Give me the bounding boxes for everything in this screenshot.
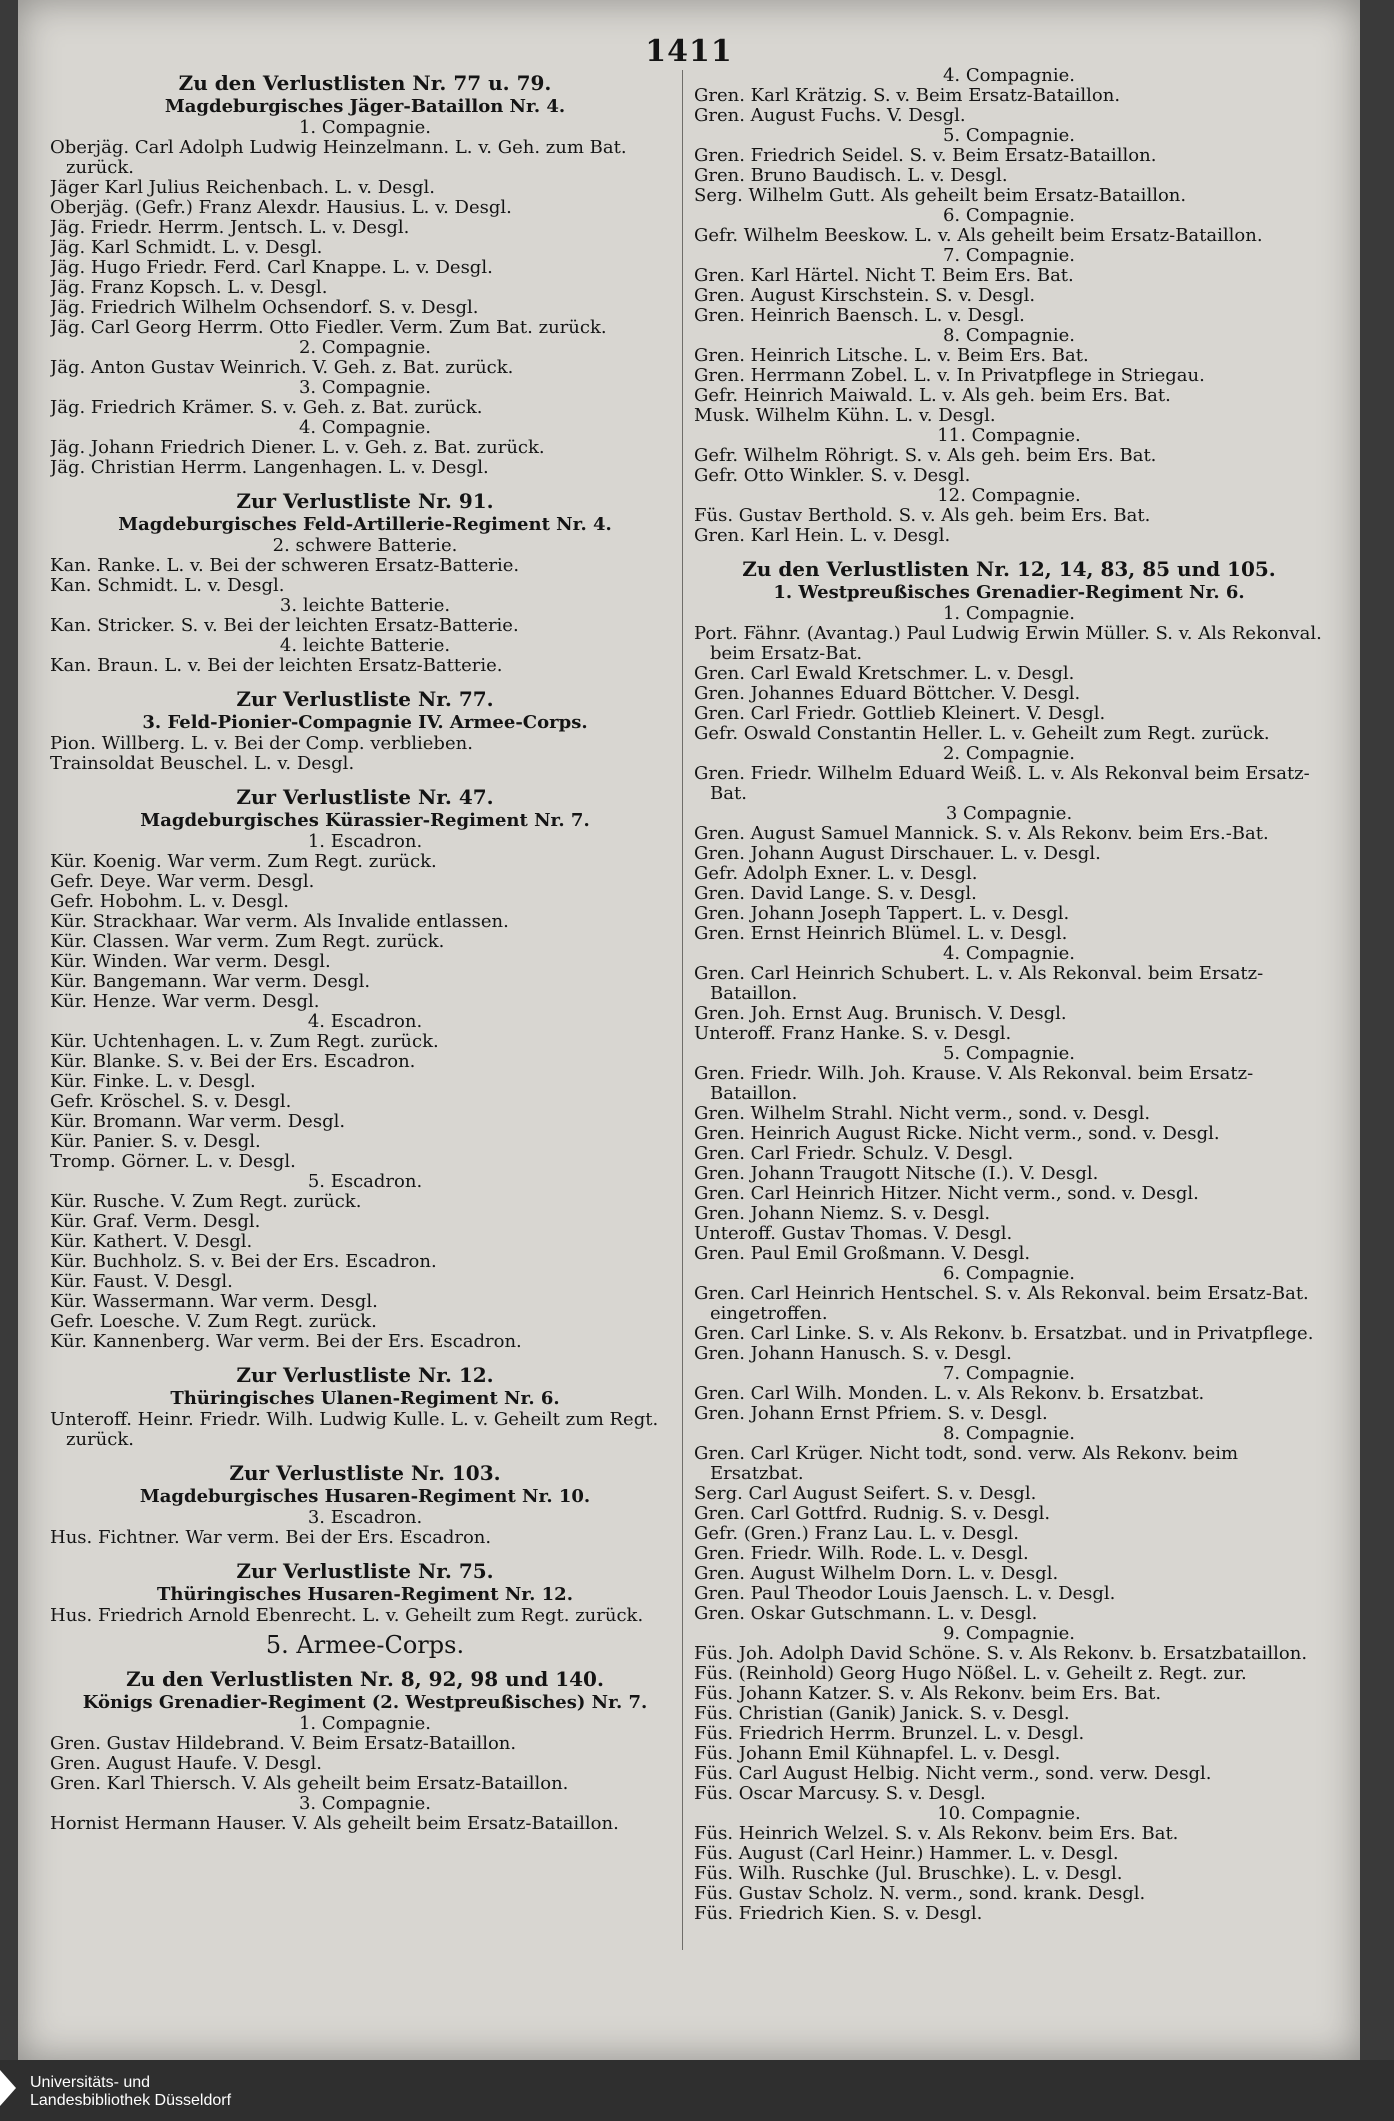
regiment-heading: Magdeburgisches Kürassier-Regiment Nr. 7. (140, 810, 590, 831)
casualty-entry: Gefr. Hobohm. L. v. Desgl. (50, 892, 289, 912)
casualty-entry: Unteroff. Heinr. Friedr. Wilh. Ludwig Kulle. L. v. Geheilt zum Regt. zurück. (50, 1410, 659, 1450)
casualty-entry: Gefr. Wilhelm Röhrigt. S. v. Als geh. beim Ers. Bat. (694, 446, 1157, 466)
company-heading: 4. Compagnie. (942, 65, 1076, 86)
section-gap (50, 774, 680, 780)
casualty-entry: Gren. Oskar Gutschmann. L. v. Desgl. (694, 1604, 1038, 1624)
library-credit (30, 2074, 231, 2110)
company-heading: 2. schwere Batterie. (272, 535, 458, 556)
company-heading: 12. Compagnie. (937, 485, 1081, 506)
casualty-entry: Gren. Wilhelm Strahl. Nicht verm., sond. v. Desgl. (694, 1104, 1151, 1124)
casualty-entry: Füs. Gustav Scholz. N. verm., sond. krank. Desgl. (694, 1884, 1146, 1904)
company-heading: 1. Compagnie. (298, 1713, 432, 1734)
regiment-heading: Thüringisches Husaren-Regiment Nr. 12. (157, 1584, 573, 1605)
casualty-entry: Gren. Carl Gottfrd. Rudnig. S. v. Desgl. (694, 1504, 1051, 1524)
company-heading: 3. Escadron. (307, 1507, 423, 1528)
company-heading: 1. Compagnie. (298, 117, 432, 138)
casualty-entry: Jäger Karl Julius Reichenbach. L. v. Desgl. (50, 178, 436, 198)
casualty-entry: Gren. Herrmann Zobel. L. v. In Privatpflege in Striegau. (694, 366, 1205, 386)
regiment-heading: Magdeburgisches Feld-Artillerie-Regiment Nr. 4. (118, 514, 612, 535)
casualty-entry: Trainsoldat Beuschel. L. v. Desgl. (50, 754, 355, 774)
section-gap (50, 676, 680, 682)
company-heading: 3. leichte Batterie. (279, 595, 451, 616)
newspaper-page (18, 0, 1360, 2060)
company-heading: 6. Compagnie. (942, 1263, 1076, 1284)
right-column (694, 66, 1324, 1924)
casualty-entry: Kür. Graf. Verm. Desgl. (50, 1212, 261, 1232)
casualty-entry: Unteroff. Franz Hanke. S. v. Desgl. (694, 1024, 1012, 1044)
casualty-entry: Gren. Johann Traugott Nitsche (I.). V. Desgl. (694, 1164, 1099, 1184)
casualty-entry: Gren. David Lange. S. v. Desgl. (694, 884, 977, 904)
casualty-entry: Gefr. Adolph Exner. L. v. Desgl. (694, 864, 978, 884)
casualty-entry: Jäg. Johann Friedrich Diener. L. v. Geh. z. Bat. zurück. (50, 438, 545, 458)
casualty-entry: Gren. Johannes Eduard Böttcher. V. Desgl. (694, 684, 1081, 704)
casualty-entry: Gefr. Wilhelm Beeskow. L. v. Als geheilt beim Ersatz-Bataillon. (694, 226, 1263, 246)
company-heading: 1. Escadron. (307, 831, 423, 852)
casualty-entry: Gren. August Wilhelm Dorn. L. v. Desgl. (694, 1564, 1059, 1584)
casualty-entry: Kür. Kannenberg. War verm. Bei der Ers. Escadron. (50, 1332, 522, 1352)
casualty-entry: Kür. Koenig. War verm. Zum Regt. zurück. (50, 852, 437, 872)
library-credit-line-2: Landesbibliothek Düsseldorf (30, 2092, 232, 2109)
casualty-entry: Gren. Gustav Hildebrand. V. Beim Ersatz-Bataillon. (50, 1734, 517, 1754)
library-logo-icon (0, 2070, 16, 2106)
section-heading: Zur Verlustliste Nr. 75. (236, 1559, 494, 1583)
casualty-entry: Port. Fähnr. (Avantag.) Paul Ludwig Erwin Müller. S. v. Als Rekonval. beim Ersatz-Bat. (694, 624, 1322, 664)
casualty-entry: Gren. Heinrich Baensch. L. v. Desgl. (694, 306, 1025, 326)
section-heading: Zur Verlustliste Nr. 12. (236, 1363, 494, 1387)
casualty-entry: Kür. Panier. S. v. Desgl. (50, 1132, 261, 1152)
casualty-entry: Gren. Carl Heinrich Hitzer. Nicht verm., sond. v. Desgl. (694, 1184, 1199, 1204)
casualty-entry: Kür. Buchholz. S. v. Bei der Ers. Escadron. (50, 1252, 437, 1272)
company-heading: 5. Compagnie. (942, 125, 1076, 146)
company-heading: 1. Compagnie. (942, 603, 1076, 624)
casualty-entry: Gren. Friedr. Wilh. Joh. Krause. V. Als Rekonval. beim Ersatz-Bataillon. (694, 1064, 1254, 1104)
casualty-entry: Gren. Karl Thiersch. V. Als geheilt beim Ersatz-Bataillon. (50, 1774, 569, 1794)
casualty-entry: Gren. August Samuel Mannick. S. v. Als Rekonv. beim Ers.-Bat. (694, 824, 1269, 844)
casualty-entry: Gren. August Kirschstein. S. v. Desgl. (694, 286, 1036, 306)
regiment-heading: Magdeburgisches Husaren-Regiment Nr. 10. (139, 1486, 591, 1507)
company-heading: 2. Compagnie. (942, 743, 1076, 764)
section-heading: Zur Verlustliste Nr. 91. (236, 489, 494, 513)
casualty-entry: Füs. Friedrich Kien. S. v. Desgl. (694, 1904, 983, 1924)
casualty-entry: Füs. Joh. Adolph David Schöne. S. v. Als Rekonv. b. Ersatzbataillon. (694, 1644, 1308, 1664)
casualty-entry: Kür. Finke. L. v. Desgl. (50, 1072, 256, 1092)
casualty-entry: Gren. Carl Krüger. Nicht todt, sond. verw. Als Rekonv. beim Ersatzbat. (694, 1444, 1239, 1484)
casualty-entry: Gren. Karl Härtel. Nicht T. Beim Ers. Bat. (694, 266, 1074, 286)
casualty-entry: Kür. Blanke. S. v. Bei der Ers. Escadron. (50, 1052, 416, 1072)
casualty-entry: Kan. Ranke. L. v. Bei der schweren Ersatz-Batterie. (50, 556, 520, 576)
company-heading: 3 Compagnie. (945, 803, 1073, 824)
casualty-entry: Kür. Rusche. V. Zum Regt. zurück. (50, 1192, 362, 1212)
corps-heading: 5. Armee-Corps. (265, 1631, 465, 1659)
casualty-entry: Gefr. Heinrich Maiwald. L. v. Als geh. beim Ers. Bat. (694, 386, 1171, 406)
company-heading: 3. Compagnie. (298, 1793, 432, 1814)
casualty-entry: Hornist Hermann Hauser. V. Als geheilt beim Ersatz-Bataillon. (50, 1814, 619, 1834)
casualty-entry: Hus. Friedrich Arnold Ebenrecht. L. v. Geheilt zum Regt. zurück. (50, 1606, 644, 1626)
casualty-entry: Hus. Fichtner. War verm. Bei der Ers. Escadron. (50, 1528, 492, 1548)
casualty-entry: Füs. (Reinhold) Georg Hugo Nößel. L. v. Geheilt z. Regt. zur. (694, 1664, 1247, 1684)
regiment-heading: Thüringisches Ulanen-Regiment Nr. 6. (170, 1388, 560, 1409)
company-heading: 5. Compagnie. (942, 1043, 1076, 1064)
casualty-entry: Füs. Oscar Marcusy. S. v. Desgl. (694, 1784, 986, 1804)
casualty-entry: Gren. Johann Niemz. S. v. Desgl. (694, 1204, 991, 1224)
section-heading: Zu den Verlustlisten Nr. 12, 14, 83, 85 und 105. (742, 557, 1276, 581)
company-heading: 3. Compagnie. (298, 377, 432, 398)
casualty-entry: Gren. Paul Emil Großmann. V. Desgl. (694, 1244, 1031, 1264)
casualty-entry: Gren. Johann Hanusch. S. v. Desgl. (694, 1344, 1012, 1364)
casualty-entry: Kür. Winden. War verm. Desgl. (50, 952, 331, 972)
casualty-entry: Gren. Heinrich Litsche. L. v. Beim Ers. Bat. (694, 346, 1089, 366)
company-heading: 7. Compagnie. (942, 245, 1076, 266)
company-heading: 4. Escadron. (307, 1011, 423, 1032)
casualty-entry: Jäg. Friedrich Krämer. S. v. Geh. z. Bat. zurück. (50, 398, 483, 418)
casualty-entry: Kür. Faust. V. Desgl. (50, 1272, 233, 1292)
casualty-entry: Unteroff. Gustav Thomas. V. Desgl. (694, 1224, 1013, 1244)
casualty-entry: Oberjäg. Carl Adolph Ludwig Heinzelmann. L. v. Geh. zum Bat. zurück. (50, 138, 627, 178)
casualty-entry: Pion. Willberg. L. v. Bei der Comp. verblieben. (50, 734, 473, 754)
company-heading: 4. Compagnie. (942, 943, 1076, 964)
casualty-entry: Füs. Friedrich Herrm. Brunzel. L. v. Desgl. (694, 1724, 1085, 1744)
section-gap (50, 1352, 680, 1358)
casualty-entry: Gren. Ernst Heinrich Blümel. L. v. Desgl. (694, 924, 1068, 944)
casualty-entry: Gren. August Fuchs. V. Desgl. (694, 106, 966, 126)
casualty-entry: Füs. Johann Katzer. S. v. Als Rekonv. beim Ers. Bat. (694, 1684, 1162, 1704)
casualty-entry: Kür. Henze. War verm. Desgl. (50, 992, 320, 1012)
casualty-entry: Gren. Paul Theodor Louis Jaensch. L. v. Desgl. (694, 1584, 1116, 1604)
section-heading: Zu den Verlustlisten Nr. 8, 92, 98 und 140. (126, 1667, 604, 1691)
company-heading: 8. Compagnie. (942, 1423, 1076, 1444)
company-heading: 10. Compagnie. (937, 1803, 1081, 1824)
casualty-entry: Kan. Stricker. S. v. Bei der leichten Ersatz-Batterie. (50, 616, 519, 636)
casualty-entry: Gren. Bruno Baudisch. L. v. Desgl. (694, 166, 1008, 186)
company-heading: 7. Compagnie. (942, 1363, 1076, 1384)
casualty-entry: Füs. Gustav Berthold. S. v. Als geh. beim Ers. Bat. (694, 506, 1151, 526)
company-heading: 4. Compagnie. (298, 417, 432, 438)
section-heading: Zur Verlustliste Nr. 47. (236, 785, 494, 809)
company-heading: 4. leichte Batterie. (279, 635, 451, 656)
casualty-entry: Kan. Schmidt. L. v. Desgl. (50, 576, 285, 596)
company-heading: 2. Compagnie. (298, 337, 432, 358)
section-gap (50, 1548, 680, 1554)
casualty-entry: Musk. Wilhelm Kühn. L. v. Desgl. (694, 406, 996, 426)
casualty-entry: Gren. Friedr. Wilh. Rode. L. v. Desgl. (694, 1544, 1029, 1564)
casualty-entry: Kür. Uchtenhagen. L. v. Zum Regt. zurück. (50, 1032, 439, 1052)
casualty-entry: Gren. Joh. Ernst Aug. Brunisch. V. Desgl. (694, 1004, 1067, 1024)
casualty-entry: Gren. Carl Wilh. Monden. L. v. Als Rekonv. b. Ersatzbat. (694, 1384, 1205, 1404)
company-heading: 9. Compagnie. (942, 1623, 1076, 1644)
casualty-entry: Gren. Friedrich Seidel. S. v. Beim Ersatz-Bataillon. (694, 146, 1157, 166)
company-heading: 8. Compagnie. (942, 325, 1076, 346)
casualty-entry: Jäg. Friedrich Wilhelm Ochsendorf. S. v. Desgl. (50, 298, 479, 318)
casualty-entry: Füs. August (Carl Heinr.) Hammer. L. v. Desgl. (694, 1844, 1119, 1864)
company-heading: 11. Compagnie. (937, 425, 1081, 446)
casualty-entry: Gren. Carl Ewald Kretschmer. L. v. Desgl. (694, 664, 1075, 684)
casualty-entry: Gren. Carl Heinrich Schubert. L. v. Als Rekonval. beim Ersatz-Bataillon. (694, 964, 1264, 1004)
casualty-entry: Jäg. Karl Schmidt. L. v. Desgl. (50, 238, 323, 258)
casualty-entry: Jäg. Friedr. Herrm. Jentsch. L. v. Desgl. (50, 218, 410, 238)
section-heading: Zur Verlustliste Nr. 77. (236, 687, 494, 711)
casualty-entry: Füs. Christian (Ganik) Janick. S. v. Desgl. (694, 1704, 1070, 1724)
casualty-entry: Jäg. Franz Kopsch. L. v. Desgl. (50, 278, 328, 298)
casualty-entry: Kür. Wassermann. War verm. Desgl. (50, 1292, 378, 1312)
casualty-entry: Gren. Johann Ernst Pfriem. S. v. Desgl. (694, 1404, 1048, 1424)
section-gap (50, 1450, 680, 1456)
casualty-entry: Füs. Johann Emil Kühnapfel. L. v. Desgl. (694, 1744, 1061, 1764)
casualty-entry: Gefr. Deye. War verm. Desgl. (50, 872, 315, 892)
casualty-entry: Gefr. Loesche. V. Zum Regt. zurück. (50, 1312, 377, 1332)
library-credit-line-1: Universitäts- und (30, 2074, 151, 2091)
casualty-entry: Füs. Heinrich Welzel. S. v. Als Rekonv. beim Ers. Bat. (694, 1824, 1179, 1844)
casualty-entry: Gren. Carl Friedr. Schulz. V. Desgl. (694, 1144, 1014, 1164)
casualty-entry: Gefr. Oswald Constantin Heller. L. v. Geheilt zum Regt. zurück. (694, 724, 1270, 744)
casualty-entry: Jäg. Anton Gustav Weinrich. V. Geh. z. Bat. zurück. (50, 358, 514, 378)
section-gap (694, 546, 1324, 552)
casualty-entry: Gefr. Otto Winkler. S. v. Desgl. (694, 466, 971, 486)
casualty-entry: Füs. Wilh. Ruschke (Jul. Bruschke). L. v. Desgl. (694, 1864, 1123, 1884)
casualty-entry: Gefr. (Gren.) Franz Lau. L. v. Desgl. (694, 1524, 1020, 1544)
casualty-entry: Gren. Karl Hein. L. v. Desgl. (694, 526, 951, 546)
casualty-entry: Füs. Carl August Helbig. Nicht verm., sond. verw. Desgl. (694, 1764, 1212, 1784)
casualty-entry: Gren. Johann August Dirschauer. L. v. Desgl. (694, 844, 1101, 864)
casualty-entry: Serg. Wilhelm Gutt. Als geheilt beim Ersatz-Bataillon. (694, 186, 1187, 206)
regiment-heading: 1. Westpreußisches Grenadier-Regiment Nr. 6. (773, 582, 1245, 603)
section-heading: Zur Verlustliste Nr. 103. (229, 1461, 501, 1485)
casualty-entry: Serg. Carl August Seifert. S. v. Desgl. (694, 1484, 1037, 1504)
left-column (50, 66, 680, 1834)
casualty-entry: Gren. Carl Linke. S. v. Als Rekonv. b. Ersatzbat. und in Privatpflege. (694, 1324, 1314, 1344)
casualty-entry: Gefr. Kröschel. S. v. Desgl. (50, 1092, 292, 1112)
casualty-entry: Gren. Friedr. Wilhelm Eduard Weiß. L. v. Als Rekonval beim Ersatz-Bat. (694, 764, 1310, 804)
library-footer (0, 2060, 1394, 2121)
casualty-entry: Kür. Kathert. V. Desgl. (50, 1232, 253, 1252)
casualty-entry: Oberjäg. (Gefr.) Franz Alexdr. Hausius. L. v. Desgl. (50, 198, 512, 218)
regiment-heading: Magdeburgisches Jäger-Bataillon Nr. 4. (164, 96, 566, 117)
casualty-entry: Jäg. Christian Herrm. Langenhagen. L. v. Desgl. (50, 458, 489, 478)
casualty-entry: Gren. Johann Joseph Tappert. L. v. Desgl. (694, 904, 1070, 924)
casualty-entry: Gren. Carl Friedr. Gottlieb Kleinert. V. Desgl. (694, 704, 1106, 724)
company-heading: 6. Compagnie. (942, 205, 1076, 226)
section-gap (50, 478, 680, 484)
casualty-entry: Jäg. Carl Georg Herrm. Otto Fiedler. Verm. Zum Bat. zurück. (50, 318, 607, 338)
casualty-entry: Tromp. Görner. L. v. Desgl. (50, 1152, 296, 1172)
company-heading: 5. Escadron. (307, 1171, 423, 1192)
casualty-entry: Gren. Carl Heinrich Hentschel. S. v. Als Rekonval. beim Ersatz-Bat. eingetroffen. (694, 1284, 1309, 1324)
casualty-entry: Kür. Bromann. War verm. Desgl. (50, 1112, 346, 1132)
regiment-heading: Königs Grenadier-Regiment (2. Westpreußisches) Nr. 7. (82, 1692, 648, 1713)
casualty-entry: Kür. Classen. War verm. Zum Regt. zurück. (50, 932, 445, 952)
casualty-entry: Gren. Karl Krätzig. S. v. Beim Ersatz-Bataillon. (694, 86, 1121, 106)
casualty-entry: Kür. Strackhaar. War verm. Als Invalide entlassen. (50, 912, 509, 932)
casualty-entry: Gren. August Haufe. V. Desgl. (50, 1754, 322, 1774)
casualty-entry: Gren. Heinrich August Ricke. Nicht verm., sond. v. Desgl. (694, 1124, 1220, 1144)
section-heading: Zu den Verlustlisten Nr. 77 u. 79. (178, 71, 552, 95)
casualty-entry: Kür. Bangemann. War verm. Desgl. (50, 972, 371, 992)
page-number: 1411 (645, 34, 733, 69)
regiment-heading: 3. Feld-Pionier-Compagnie IV. Armee-Corps. (142, 712, 588, 733)
casualty-entry: Jäg. Hugo Friedr. Ferd. Carl Knappe. L. v. Desgl. (50, 258, 493, 278)
casualty-entry: Kan. Braun. L. v. Bei der leichten Ersatz-Batterie. (50, 656, 503, 676)
column-divider (682, 70, 683, 1950)
